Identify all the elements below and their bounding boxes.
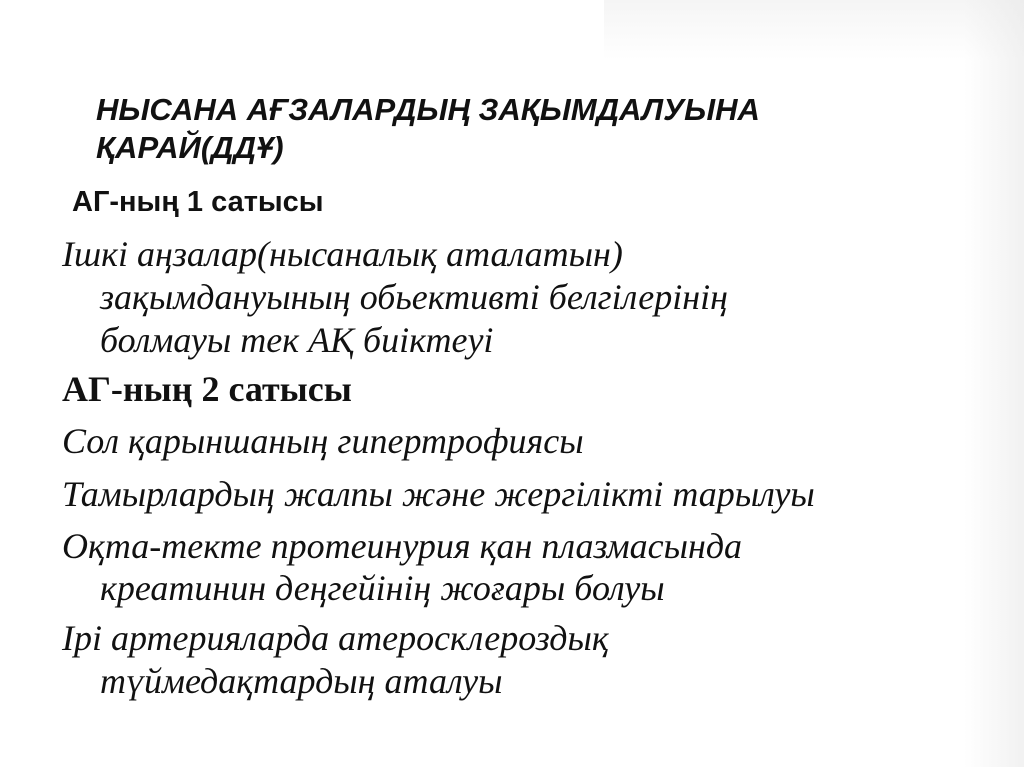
stage-2-item-3-line-2: креатинин деңгейінің жоғары болуы (100, 568, 665, 608)
stage-2-item-1: Сол қарыншаның гипертрофиясы (62, 421, 584, 461)
slide-shade-right (964, 0, 1024, 767)
stage-2-item-3-line-1: Оқта-текте протеинурия қан плазмасында (62, 526, 743, 566)
stage-1-title: АГ-ның 1 сатысы (72, 186, 324, 218)
stage-2-item-4-line-1: Ірі артерияларда атеросклероздық (62, 618, 609, 658)
stage-2-title: АГ-ның 2 сатысы (62, 369, 352, 409)
stage-2-item-2: Тамырлардың жалпы және жергілікті тарылуы (62, 474, 815, 514)
heading-line-2: ҚАРАЙ(ДДҰ) (96, 130, 284, 165)
heading-line-1: НЫСАНА АҒЗАЛАРДЫҢ ЗАҚЫМДАЛУЫНА (96, 92, 760, 127)
stage-1-description-line-1: Ішкі аңзалар(нысаналық аталатын) (62, 234, 623, 274)
slide-shade-top (604, 0, 1024, 60)
stage-1-description-line-3: болмауы тек АҚ биіктеуі (100, 320, 494, 360)
stage-1-description-line-2: зақымдануының обьективті белгілерінің (100, 277, 728, 317)
stage-2-item-4-line-2: түймедақтардың аталуы (100, 661, 503, 701)
